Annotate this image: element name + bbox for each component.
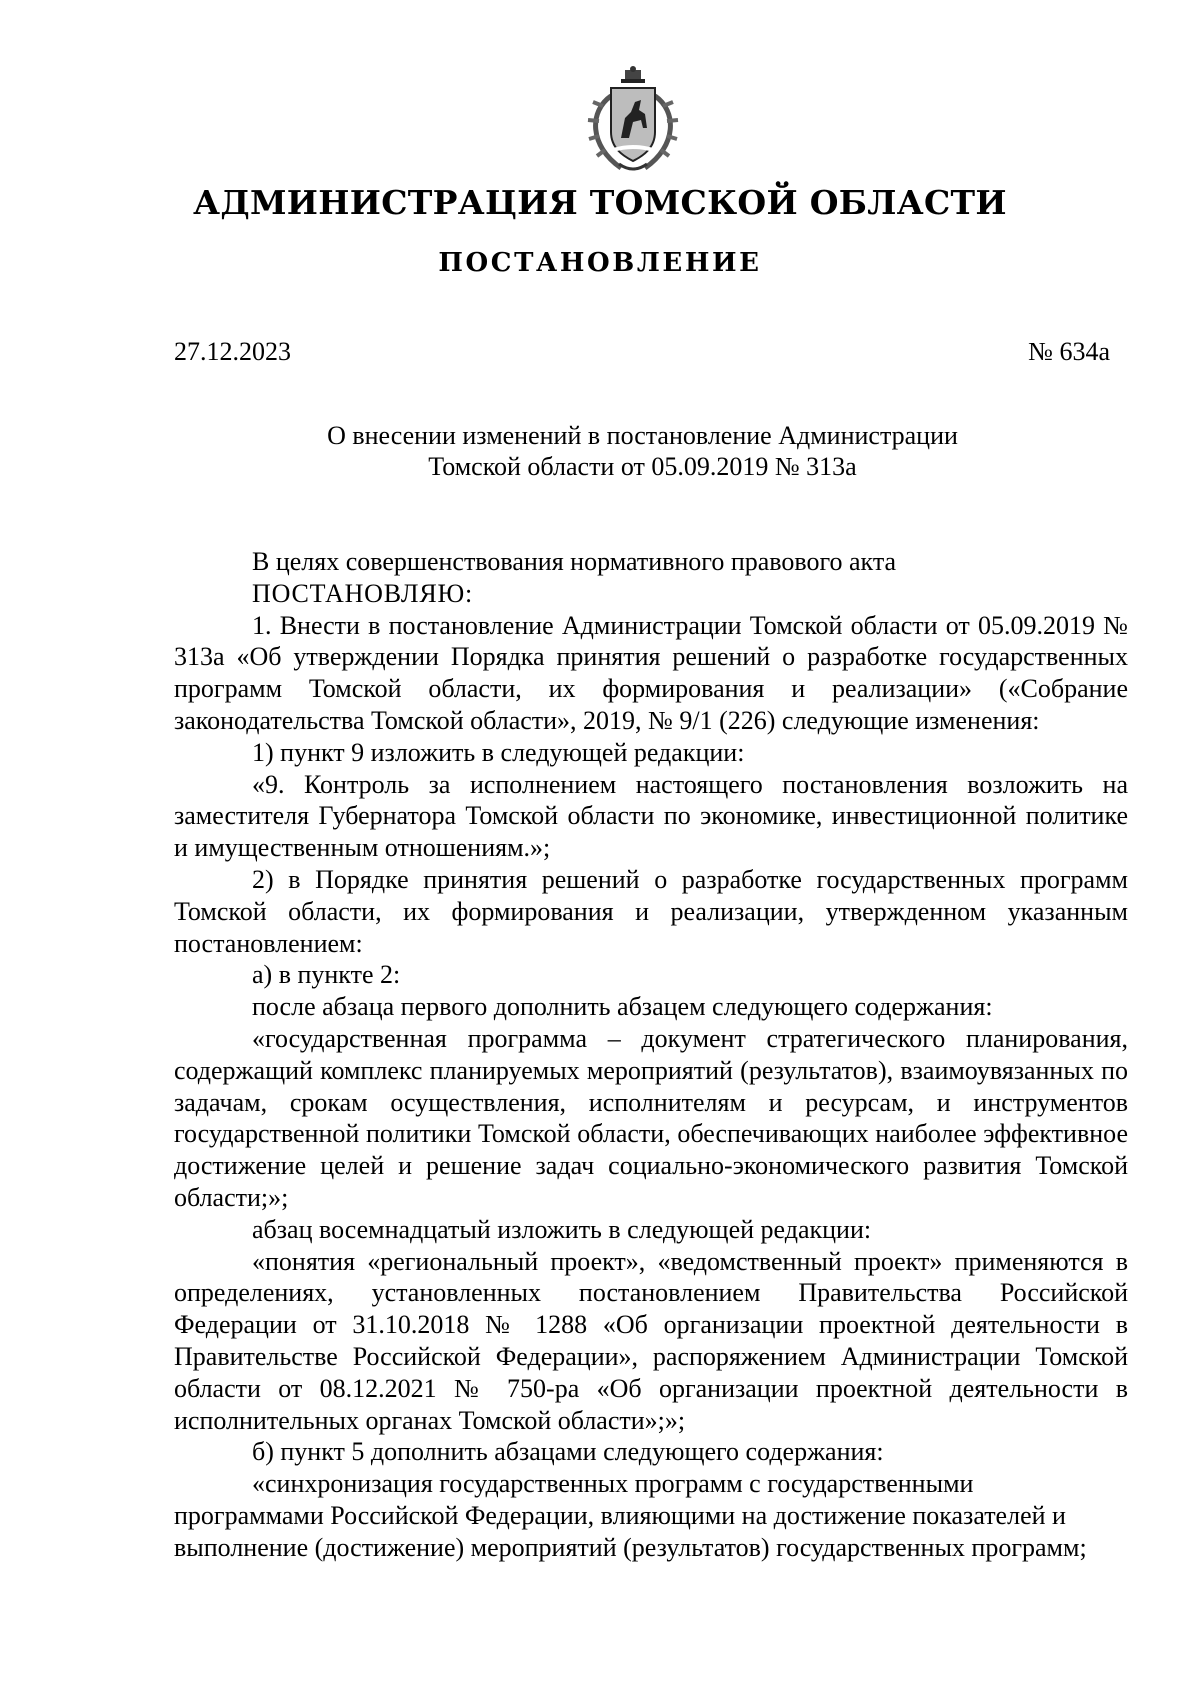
paragraph: а) в пункте 2: [252,960,401,990]
organization-title: АДМИНИСТРАЦИЯ ТОМСКОЙ ОБЛАСТИ [193,183,1007,222]
paragraph: «государственная программа – документ стратегического планирования, содержащий комплекс планируемых мероприятий (результатов), взаимоувязанных по задачам, срокам осуществления, исполнителям и ресурсам, и инструментов государственной политики Томской области, обеспечивающих наиболее эффективное достижение целей и решение задач социально-экономического развития Томской области;»; [174,1023,1128,1212]
document-subject [250,420,1035,482]
paragraph: В целях совершенствования нормативного правового акта [252,547,897,576]
paragraph: «9. Контроль за исполнением настоящего постановления возложить на заместителя Губернатора Томской области по экономике, инвестиционной политике и имущественным отношениям.»; [174,769,1128,863]
document-date: 27.12.2023 [174,337,291,366]
paragraph: «синхронизация государственных программ с государственными программами Российской Федерации, влияющими на достижение показателей и выполнение (достижение) мероприятий (результатов) государственных программ; [174,1469,1087,1562]
paragraph: абзац восемнадцатый изложить в следующей редакции: [252,1214,872,1244]
paragraph: «понятия «региональный проект», «ведомственный проект» применяются в определениях, установленных постановлением Правительства Российской Федерации от 31.10.2018 № 1288 «Об организации проектной деятельности в Правительстве Российской Федерации», распоряжением Администрации Томской области от 08.12.2021 № 750-ра «Об организации проектной деятельности в исполнительных органах Томской области»;»; [174,1246,1128,1435]
document-type: ПОСТАНОВЛЕНИЕ [438,248,762,278]
paragraph: 1. Внести в постановление Администрации Томской области от 05.09.2019 № 313а «Об утверждении Порядка принятия решений о разработке государственных программ Томской области, их формирования и реализации» («Собрание законодательства Томской области», 2019, № 9/1 (226) следующие изменения: [174,610,1128,735]
coat-of-arms-icon [581,66,685,176]
document-body [174,546,1128,1564]
subject-line: О внесении изменений в постановление Администрации [327,421,958,450]
paragraph: после абзаца первого дополнить абзацем следующего содержания: [252,992,993,1022]
paragraph: 2) в Порядке принятия решений о разработке государственных программ Томской области, их формирования и реализации, утвержденном указанным постановлением: [174,864,1128,958]
decree-word: ПОСТАНОВЛЯЮ: [252,578,474,608]
paragraph: 1) пункт 9 изложить в следующей редакции: [252,737,745,767]
subject-line: Томской области от 05.09.2019 № 313а [428,452,857,481]
paragraph: б) пункт 5 дополнить абзацами следующего содержания: [252,1437,884,1467]
document-number: № 634а [1028,337,1110,366]
